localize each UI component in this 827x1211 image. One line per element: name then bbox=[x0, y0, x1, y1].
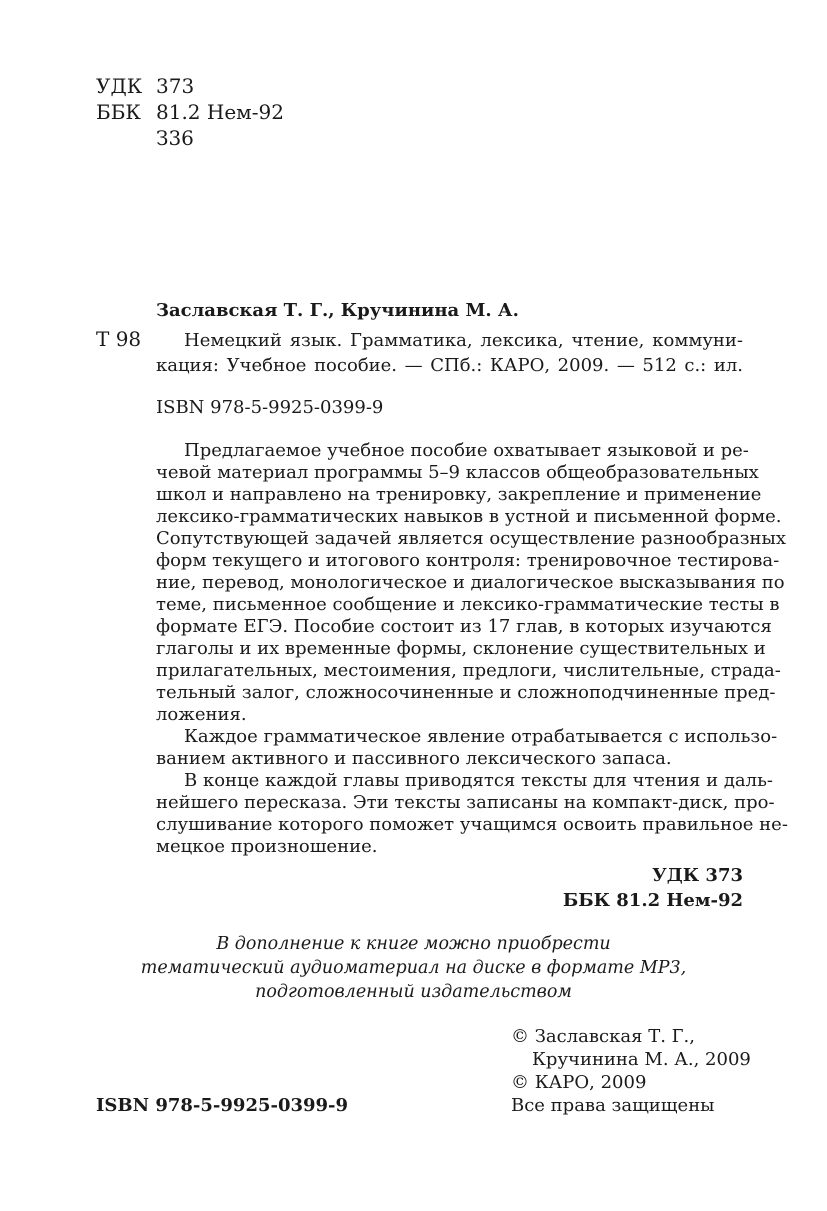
copyright-line-4: Все права защищены bbox=[511, 1095, 715, 1116]
footer-isbn: ISBN 978-5-9925-0399-9 bbox=[96, 1095, 349, 1116]
audio-note-line-2: тематический аудиоматериал на диске в формате MP3, bbox=[140, 958, 687, 978]
annotation-line: слушивание которого поможет учащимся освоить правильное не- bbox=[156, 814, 788, 835]
classification-udk: УДК 373 bbox=[652, 865, 743, 886]
record-title-line-1: Немецкий язык. Грамматика, лексика, чтение, коммуни- bbox=[184, 330, 743, 351]
header-author-mark: З36 bbox=[156, 126, 194, 150]
header-bbk-value: 81.2 Нем-92 bbox=[156, 100, 284, 124]
annotation-line: чевой материал программы 5–9 классов общеобразовательных bbox=[156, 462, 759, 483]
annotation-line: формате ЕГЭ. Пособие состоит из 17 глав, в которых изучаются bbox=[156, 616, 772, 637]
audio-note-line-3: подготовленный издательством bbox=[255, 982, 572, 1002]
annotation-line: В конце каждой главы приводятся тексты для чтения и даль- bbox=[184, 770, 773, 791]
annotation-line: нейшего пересказа. Эти тексты записаны на компакт-диск, про- bbox=[156, 792, 775, 813]
annotation-line: форм текущего и итогового контроля: тренировочное тестирова- bbox=[156, 550, 780, 571]
annotation-line: ние, перевод, монологическое и диалогическое высказывания по bbox=[156, 572, 785, 593]
annotation-line: глаголы и их временные формы, склонение существительных и bbox=[156, 638, 766, 659]
annotation-line: мецкое произношение. bbox=[156, 836, 378, 857]
record-call-mark: Т 98 bbox=[96, 327, 142, 351]
copyright-line-3: © КАРО, 2009 bbox=[511, 1072, 647, 1093]
record-title-line-2: кация: Учебное пособие. — СПб.: КАРО, 2009. — 512 с.: ил. bbox=[156, 355, 743, 376]
header-bbk-label: ББК bbox=[96, 100, 141, 124]
annotation-line: школ и направлено на тренировку, закрепление и применение bbox=[156, 484, 762, 505]
annotation-line: ложения. bbox=[156, 704, 247, 725]
record-isbn: ISBN 978-5-9925-0399-9 bbox=[156, 397, 384, 418]
header-udk-label: УДК bbox=[96, 74, 143, 98]
annotation-line: Предлагаемое учебное пособие охватывает языковой и ре- bbox=[184, 440, 749, 461]
copyright-line-1: © Заславская Т. Г., bbox=[511, 1026, 695, 1047]
record-authors: Заславская Т. Г., Кручинина М. А. bbox=[156, 300, 519, 321]
annotation-line: ванием активного и пассивного лексического запаса. bbox=[156, 748, 672, 769]
annotation-line: Каждое грамматическое явление отрабатывается с использо- bbox=[184, 726, 778, 747]
annotation-line: прилагательных, местоимения, предлоги, числительные, страда- bbox=[156, 660, 781, 681]
copyright-line-2: Кручинина М. А., 2009 bbox=[532, 1049, 751, 1070]
annotation-line: Сопутствующей задачей является осуществление разнообразных bbox=[156, 528, 787, 549]
annotation-line: лексико-грамматических навыков в устной и письменной форме. bbox=[156, 506, 782, 527]
audio-note-line-1: В дополнение к книге можно приобрести bbox=[216, 934, 611, 954]
annotation-line: теме, письменное сообщение и лексико-грамматические тесты в bbox=[156, 594, 780, 615]
annotation-line: тельный залог, сложносочиненные и сложноподчиненные пред- bbox=[156, 682, 776, 703]
classification-bbk: ББК 81.2 Нем-92 bbox=[562, 890, 743, 911]
header-udk-value: 373 bbox=[156, 74, 195, 98]
